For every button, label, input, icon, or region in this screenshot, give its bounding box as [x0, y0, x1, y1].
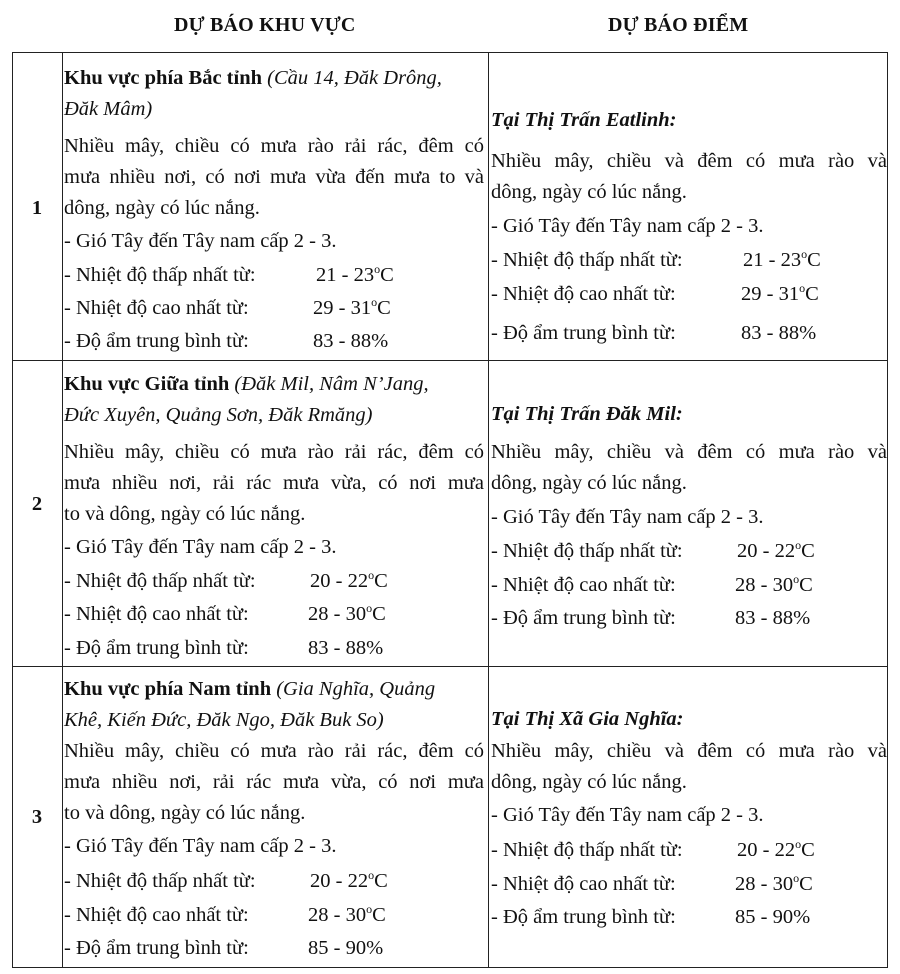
table-divider: [488, 52, 489, 968]
point-humidity-label: - Độ ẩm trung bình từ:: [491, 322, 676, 344]
row-number: 2: [31, 493, 43, 515]
region-description-line: Nhiều mây, chiều có mưa rào rải rác, đêm có: [64, 740, 484, 762]
point-title: Tại Thị Trấn Eatlinh:: [491, 109, 677, 131]
row-number: 1: [31, 197, 43, 219]
point-description-line: dông, ngày có lúc nắng.: [491, 472, 687, 494]
region-tmin-label: - Nhiệt độ thấp nhất từ:: [64, 264, 256, 286]
region-wind: - Gió Tây đến Tây nam cấp 2 - 3.: [64, 536, 337, 558]
region-humidity-label: - Độ ẩm trung bình từ:: [64, 330, 249, 352]
region-tmax-label: - Nhiệt độ cao nhất từ:: [64, 297, 249, 319]
region-places: Khê, Kiến Đức, Đăk Ngo, Đăk Buk So): [64, 709, 384, 731]
region-wind: - Gió Tây đến Tây nam cấp 2 - 3.: [64, 835, 337, 857]
region-tmin-value: 21 - 23$^o$C: [316, 262, 394, 286]
region-humidity-label: - Độ ẩm trung bình từ:: [64, 637, 249, 659]
point-description-line: dông, ngày có lúc nắng.: [491, 771, 687, 793]
point-tmin-label: - Nhiệt độ thấp nhất từ:: [491, 540, 683, 562]
region-forecast-header: DỰ BÁO KHU VỰC: [174, 14, 356, 36]
region-title: Khu vực Giữa tỉnh: [64, 373, 230, 395]
point-description-line: Nhiều mây, chiều và đêm có mưa rào và: [491, 150, 887, 172]
region-wind: - Gió Tây đến Tây nam cấp 2 - 3.: [64, 230, 337, 252]
region-humidity-label: - Độ ẩm trung bình từ:: [64, 937, 249, 959]
region-description-line: to và dông, ngày có lúc nắng.: [64, 802, 306, 824]
region-tmax-label: - Nhiệt độ cao nhất từ:: [64, 904, 249, 926]
region-places: (Đăk Mil, Nâm N’Jang,: [234, 373, 429, 395]
region-description-line: mưa nhiều nơi, rải rác mưa vừa, có nơi mưa: [64, 771, 484, 793]
point-humidity-value: 83 - 88%: [735, 607, 811, 629]
region-tmax-value: 28 - 30$^o$C: [308, 601, 386, 625]
region-tmax-value: 28 - 30$^o$C: [308, 902, 386, 926]
region-description-line: dông, ngày có lúc nắng.: [64, 197, 260, 219]
point-tmax-label: - Nhiệt độ cao nhất từ:: [491, 574, 676, 596]
region-places: Đức Xuyên, Quảng Sơn, Đăk Rmăng): [64, 404, 373, 426]
point-humidity-value: 83 - 88%: [741, 322, 817, 344]
point-tmax-value: 28 - 30$^o$C: [735, 871, 813, 895]
region-tmax-value: 29 - 31$^o$C: [313, 295, 391, 319]
point-tmax-label: - Nhiệt độ cao nhất từ:: [491, 283, 676, 305]
region-description-line: mưa nhiều nơi, có nơi mưa vừa đến mưa to và: [64, 166, 484, 188]
region-title-line: [64, 374, 484, 395]
region-description-line: mưa nhiều nơi, rải rác mưa vừa, có nơi mưa: [64, 472, 484, 494]
region-description-line: to và dông, ngày có lúc nắng.: [64, 503, 306, 525]
point-humidity-label: - Độ ẩm trung bình từ:: [491, 607, 676, 629]
point-description-line: Nhiều mây, chiều và đêm có mưa rào và: [491, 740, 887, 762]
point-tmax-value: 28 - 30$^o$C: [735, 572, 813, 596]
region-title: Khu vực phía Bắc tỉnh: [64, 67, 262, 89]
point-tmin-label: - Nhiệt độ thấp nhất từ:: [491, 839, 683, 861]
region-tmin-label: - Nhiệt độ thấp nhất từ:: [64, 870, 256, 892]
region-places: (Gia Nghĩa, Quảng: [276, 678, 436, 700]
row-number: 3: [31, 806, 43, 828]
point-description-line: Nhiều mây, chiều và đêm có mưa rào và: [491, 441, 887, 463]
region-tmax-label: - Nhiệt độ cao nhất từ:: [64, 603, 249, 625]
region-places: (Cầu 14, Đăk Drông,: [267, 67, 442, 89]
point-title: Tại Thị Trấn Đăk Mil:: [491, 403, 683, 425]
point-forecast-header: DỰ BÁO ĐIỂM: [608, 14, 749, 36]
point-tmin-value: 20 - 22$^o$C: [737, 538, 815, 562]
region-description-line: Nhiều mây, chiều có mưa rào rải rác, đêm có: [64, 441, 484, 463]
region-description-line: Nhiều mây, chiều có mưa rào rải rác, đêm có: [64, 135, 484, 157]
region-tmin-value: 20 - 22$^o$C: [310, 868, 388, 892]
point-tmin-value: 21 - 23$^o$C: [743, 247, 821, 271]
region-title: Khu vực phía Nam tỉnh: [64, 678, 272, 700]
point-title: Tại Thị Xã Gia Nghĩa:: [491, 708, 684, 730]
region-tmin-value: 20 - 22$^o$C: [310, 568, 388, 592]
table-divider: [12, 666, 888, 667]
region-places: Đăk Mâm): [64, 98, 153, 120]
point-wind: - Gió Tây đến Tây nam cấp 2 - 3.: [491, 804, 764, 826]
region-humidity-value: 83 - 88%: [308, 637, 384, 659]
region-tmin-label: - Nhiệt độ thấp nhất từ:: [64, 570, 256, 592]
point-wind: - Gió Tây đến Tây nam cấp 2 - 3.: [491, 506, 764, 528]
point-tmin-label: - Nhiệt độ thấp nhất từ:: [491, 249, 683, 271]
point-humidity-label: - Độ ẩm trung bình từ:: [491, 906, 676, 928]
point-tmax-value: 29 - 31$^o$C: [741, 281, 819, 305]
point-wind: - Gió Tây đến Tây nam cấp 2 - 3.: [491, 215, 764, 237]
point-tmin-value: 20 - 22$^o$C: [737, 837, 815, 861]
region-title-line: [64, 679, 484, 700]
table-divider: [12, 360, 888, 361]
table-divider: [62, 52, 63, 968]
region-humidity-value: 85 - 90%: [308, 937, 384, 959]
region-title-line: [64, 68, 484, 89]
point-tmax-label: - Nhiệt độ cao nhất từ:: [491, 873, 676, 895]
point-humidity-value: 85 - 90%: [735, 906, 811, 928]
point-description-line: dông, ngày có lúc nắng.: [491, 181, 687, 203]
region-humidity-value: 83 - 88%: [313, 330, 389, 352]
